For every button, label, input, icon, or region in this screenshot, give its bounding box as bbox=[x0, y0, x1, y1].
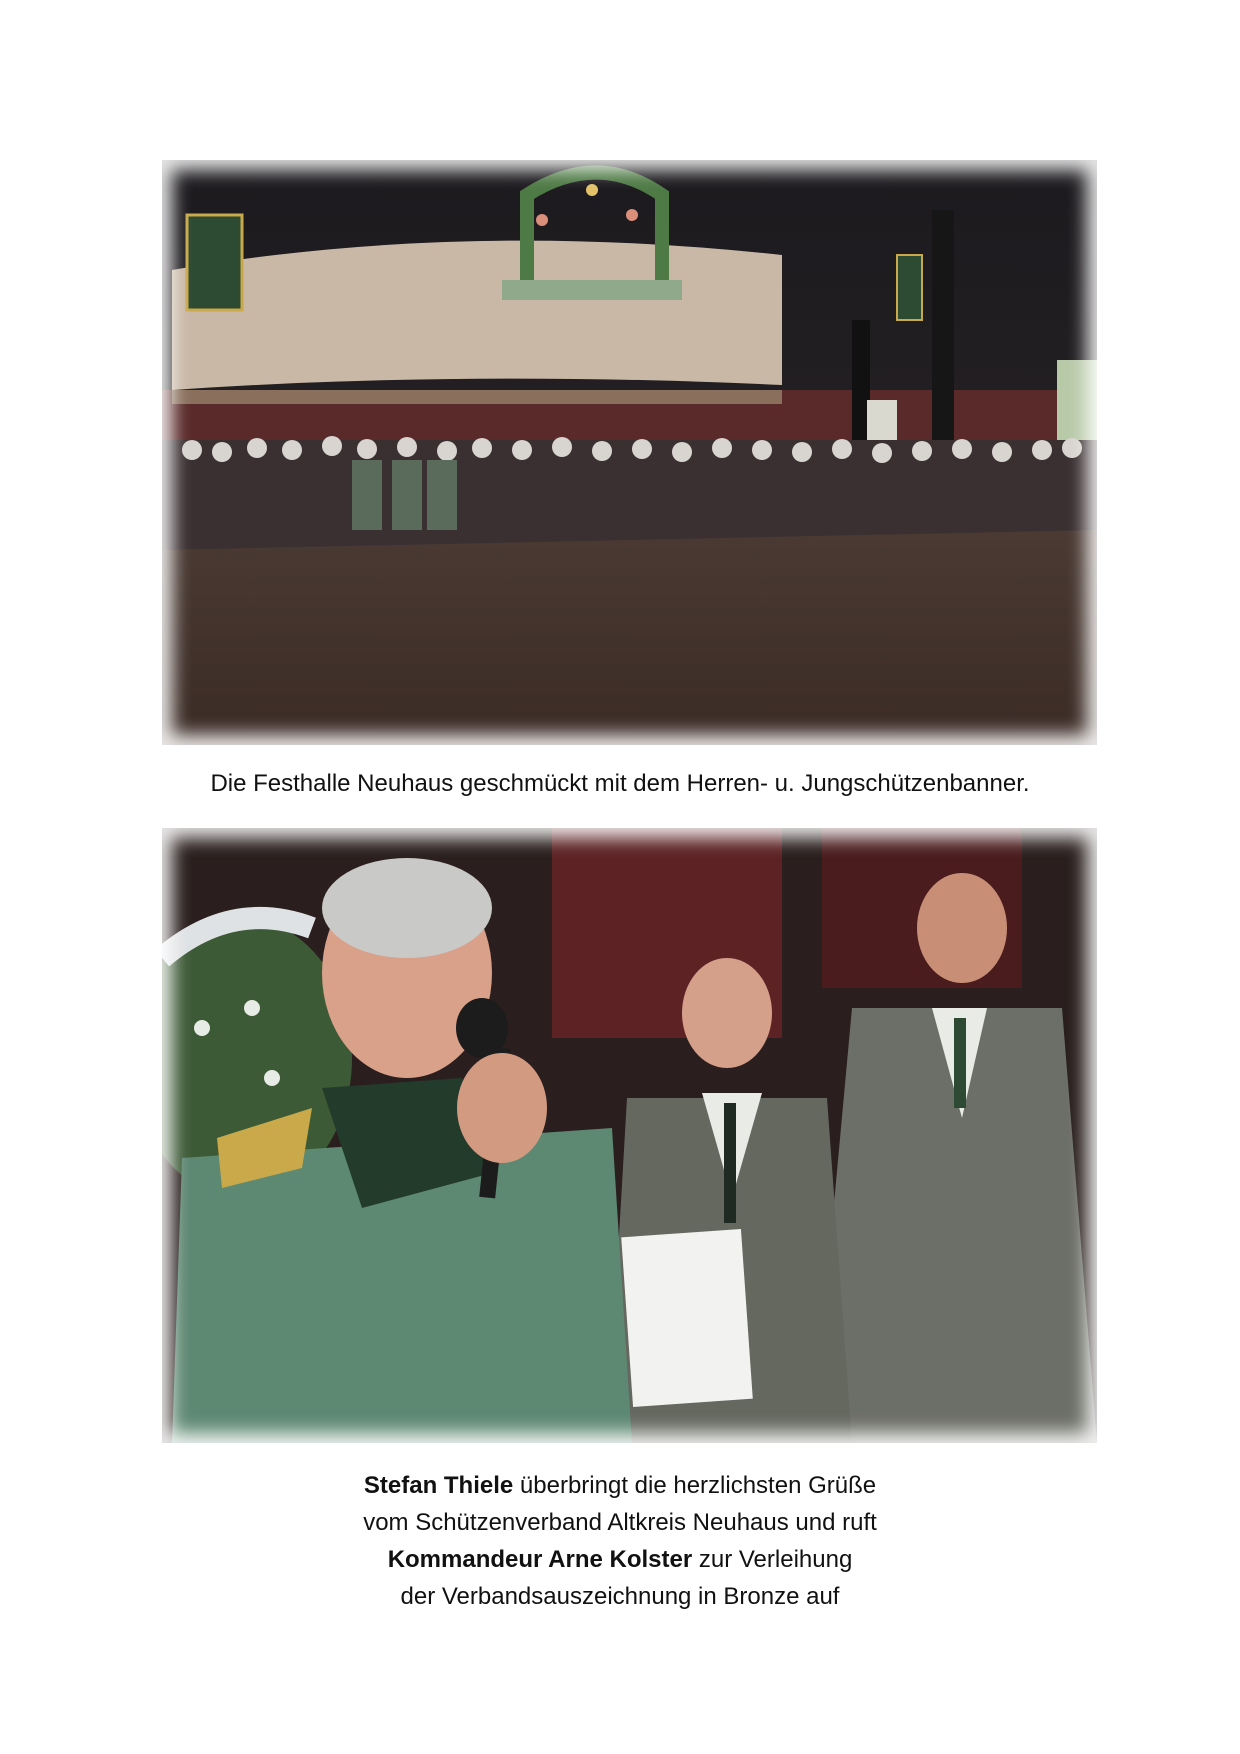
caption-line-1-text: überbringt die herzlichsten Grüße bbox=[513, 1472, 877, 1499]
photo-caption-speaker bbox=[0, 1467, 1240, 1615]
caption-line-2: vom Schützenverband Altkreis Neuhaus und ruft bbox=[363, 1509, 877, 1536]
photo-caption-festhalle bbox=[0, 765, 1240, 802]
speaker-name: Stefan Thiele bbox=[363, 1472, 514, 1499]
caption-line-3 bbox=[0, 1541, 1240, 1578]
speaker-photo bbox=[162, 828, 1097, 1443]
caption-line-4: der Verbandsauszeichnung in Bronze auf bbox=[400, 1583, 840, 1610]
commander-name: Kommandeur Arne Kolster bbox=[387, 1546, 693, 1573]
festhalle-scene bbox=[162, 160, 1097, 745]
caption-line-3-text: zur Verleihung bbox=[692, 1546, 853, 1573]
caption-line-1 bbox=[0, 1467, 1240, 1504]
caption-text: Die Festhalle Neuhaus geschmückt mit dem Herren- u. Jungschützenbanner. bbox=[210, 770, 1030, 797]
speaker-scene bbox=[162, 828, 1097, 1443]
festhalle-photo bbox=[162, 160, 1097, 745]
